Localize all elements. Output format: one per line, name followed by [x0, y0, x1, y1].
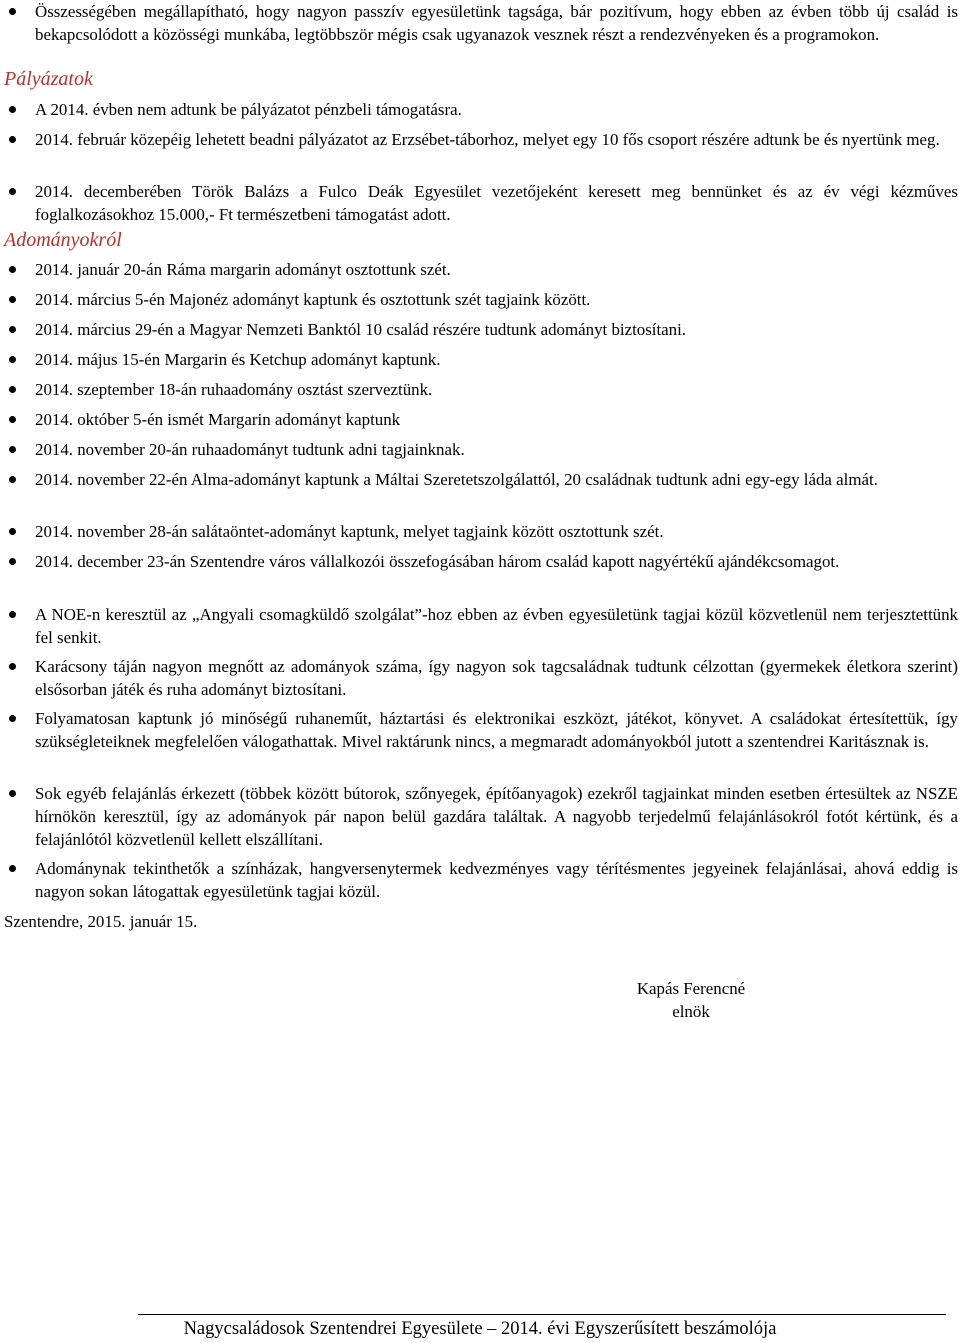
- list-item: Összességében megállapítható, hogy nagyon passzív egyesületünk tagsága, bár pozitívum, hogy ebben az évben több új család is bekapcsolódott a közösségi munkába, legtöbbször mégis csak ugyanazok vesznek részt a rendezvényeken és a programokon.: [0, 0, 960, 46]
- list-item: A 2014. évben nem adtunk be pályázatot pénzbeli támogatásra.: [0, 98, 960, 128]
- adomanyok-list: [0, 258, 960, 903]
- list-item: 2014. november 22-én Alma-adományt kaptunk a Máltai Szeretetszolgálattól, 20 családnak tudtunk adni egy-egy láda almát.: [0, 468, 960, 520]
- list-item: 2014. május 15-én Margarin és Ketchup adományt kaptunk.: [0, 348, 960, 378]
- list-item: 2014. decemberében Török Balázs a Fulco Deák Egyesület vezetőjeként keresett meg bennünket és az év végi kézműves foglalkozásokhoz 15.000,- Ft természetbeni támogatást adott.: [0, 180, 960, 226]
- list-item: 2014. február közepéig lehetett beadni pályázatot az Erzsébet-táborhoz, melyet egy 10 fős csoport részére adtunk be és nyertünk meg.: [0, 128, 960, 180]
- list-item: 2014. szeptember 18-án ruhaadomány osztást szerveztünk.: [0, 378, 960, 408]
- section-heading-palyazatok: Pályázatok: [4, 68, 93, 90]
- list-item: 2014. december 23-án Szentendre város vállalkozói összefogásában három család kapott nagyértékű ajándékcsomagot.: [0, 550, 960, 603]
- list-item: Folyamatosan kaptunk jó minőségű ruhaneműt, háztartási és elektronikai eszközt, játékot, könyvet. A családokat értesítettük, így szükségleteiknek megfelelően válogathattak. Mivel raktárunk nincs, a megmaradt adományokból jutott a szentendrei Karitásznak is.: [0, 707, 960, 782]
- section-heading-adomanyok: Adományokról: [4, 229, 122, 251]
- list-item: A NOE-n keresztül az „Angyali csomagküldő szolgálat”-hoz ebben az évben egyesületünk tagjai közül közvetlenül nem terjesztettünk fel senkit.: [0, 603, 960, 655]
- list-item: 2014. január 20-án Ráma margarin adományt osztottunk szét.: [0, 258, 960, 288]
- list-item: Sok egyéb felajánlás érkezett (többek között bútorok, szőnyegek, építőanyagok) ezekről tagjainkat minden esetben értesültek az NSZE hírnökön keresztül, így az adományok pár napon belül gazdára találtak. A nagyobb terjedelmű felajánlásokról fotót kértünk, és a felajánlótól közvetlenül kellett elszállítani.: [0, 782, 960, 857]
- list-item: 2014. október 5-én ismét Margarin adományt kaptunk: [0, 408, 960, 438]
- list-item: Adománynak tekinthetők a színházak, hangversenytermek kedvezményes vagy térítésmentes jegyeinek felajánlásai, ahová eddig is nagyon sokan látogattak egyesületünk tagjai közül.: [0, 857, 960, 903]
- signature-name: Kapás Ferencné: [636, 979, 746, 998]
- list-item: 2014. november 20-án ruhaadományt tudtunk adni tagjainknak.: [0, 438, 960, 468]
- list-item: 2014. március 5-én Majonéz adományt kaptunk és osztottunk szét tagjaink között.: [0, 288, 960, 318]
- list-item: 2014. március 29-én a Magyar Nemzeti Banktól 10 család részére tudtunk adományt biztosítani.: [0, 318, 960, 348]
- list-item: 2014. november 28-án salátaöntet-adományt kaptunk, melyet tagjaink között osztottunk szét.: [0, 520, 960, 550]
- list-item: Karácsony táján nagyon megnőtt az adományok száma, így nagyon sok tagcsaládnak tudtunk célzottan (gyermekek életkora szerint) elsősorban játék és ruha adományt biztosítani.: [0, 655, 960, 707]
- intro-list: [0, 0, 960, 46]
- signature-title: elnök: [672, 1002, 710, 1021]
- palyazatok-list: [0, 98, 960, 226]
- place-date: Szentendre, 2015. január 15.: [4, 912, 198, 931]
- page-footer: Nagycsaládosok Szentendrei Egyesülete – 2014. évi Egyszerűsített beszámolója: [183, 1319, 777, 1339]
- footer-divider: [138, 1314, 946, 1315]
